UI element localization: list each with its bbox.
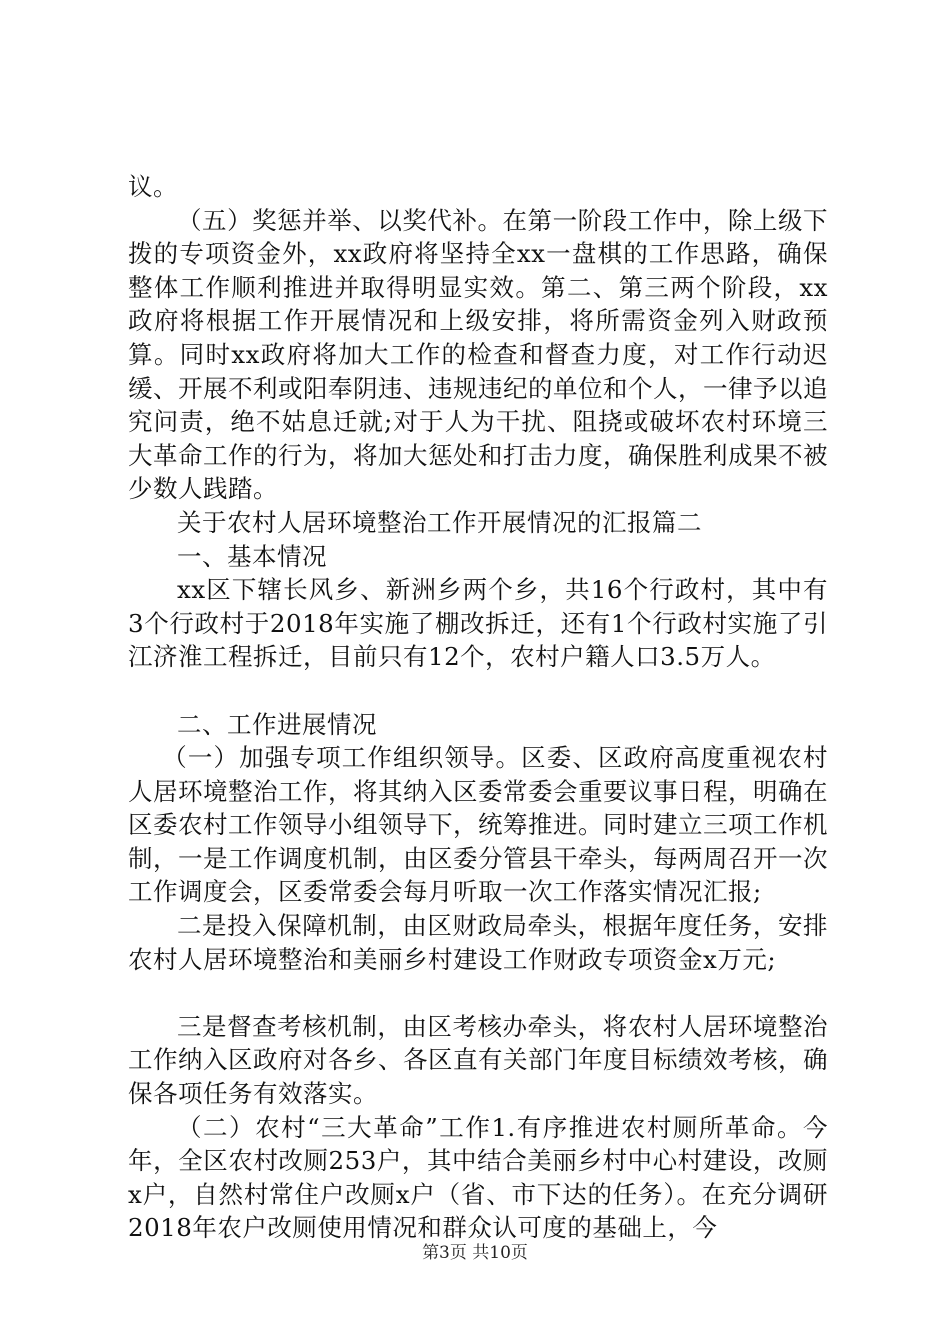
paragraph-funding-mechanism: 二是投入保障机制，由区财政局牵头，根据年度任务，安排农村人居环境整治和美丽乡村建设工作财政专项资金x万元; xyxy=(128,911,828,974)
heading-work-progress: 二、工作进展情况 xyxy=(177,709,377,739)
paragraph-assessment-mechanism: 三是督查考核机制，由区考核办牵头，将农村人居环境整治工作纳入区政府对各乡、各区直有关部门年度目标绩效考核，确保各项任务有效落实。 xyxy=(128,1011,828,1109)
blank-line xyxy=(128,976,828,1010)
blank-line xyxy=(128,674,828,708)
heading-basic-situation: 一、基本情况 xyxy=(177,541,327,571)
paragraph-basic-situation: xx区下辖长风乡、新洲乡两个乡，共16个行政村，其中有3个行政村于2018年实施了棚改拆迁，还有1个行政村实施了引江济淮工程拆迁，目前只有12个，农村户籍人口3.5万人。 xyxy=(128,575,828,672)
paragraph-continuation: 议。 xyxy=(128,172,178,201)
page-number-footer: 第3页 共10页 xyxy=(422,1243,528,1263)
document-body xyxy=(128,170,828,1245)
paragraph-rewards-penalties: （五）奖惩并举、以奖代补。在第一阶段工作中，除上级下拨的专项资金外，xx政府将坚持全xx一盘棋的工作思路，确保整体工作顺利推进并取得明显实效。第二、第三两个阶段，xx政府将根据工作开展情况和上级安排，将所需资金列入财政预算。同时xx政府将加大工作的检查和督查力度，对工作行动迟缓、开展不利或阳奉阴违、违规违纪的单位和个人，一律予以追究问责，绝不姑息迁就;对于人为干扰、阻挠或破坏农村环境三大革命工作的行为，将加大惩处和打击力度，确保胜利成果不被少数人践踏。 xyxy=(128,205,828,504)
section-title-report-part-two: 关于农村人居环境整治工作开展情况的汇报篇二 xyxy=(177,507,702,537)
paragraph-leadership: （一）加强专项工作组织领导。区委、区政府高度重视农村人居环境整治工作，将其纳入区委常委会重要议事日程，明确在区委农村工作领导小组领导下，统筹推进。同时建立三项工作机制，一是工作调度机制，由区委分管县干牵头，每两周召开一次工作调度会，区委常委会每月听取一次工作落实情况汇报; xyxy=(128,743,828,907)
paragraph-toilet-revolution: （二）农村“三大革命”工作1.有序推进农村厕所革命。今年，全区农村改厕253户，其中结合美丽乡村中心村建设，改厕x户，自然村常住户改厕x户（省、市下达的任务）。在充分调研2018年农户改厕使用情况和群众认可度的基础上，今 xyxy=(128,1112,828,1243)
